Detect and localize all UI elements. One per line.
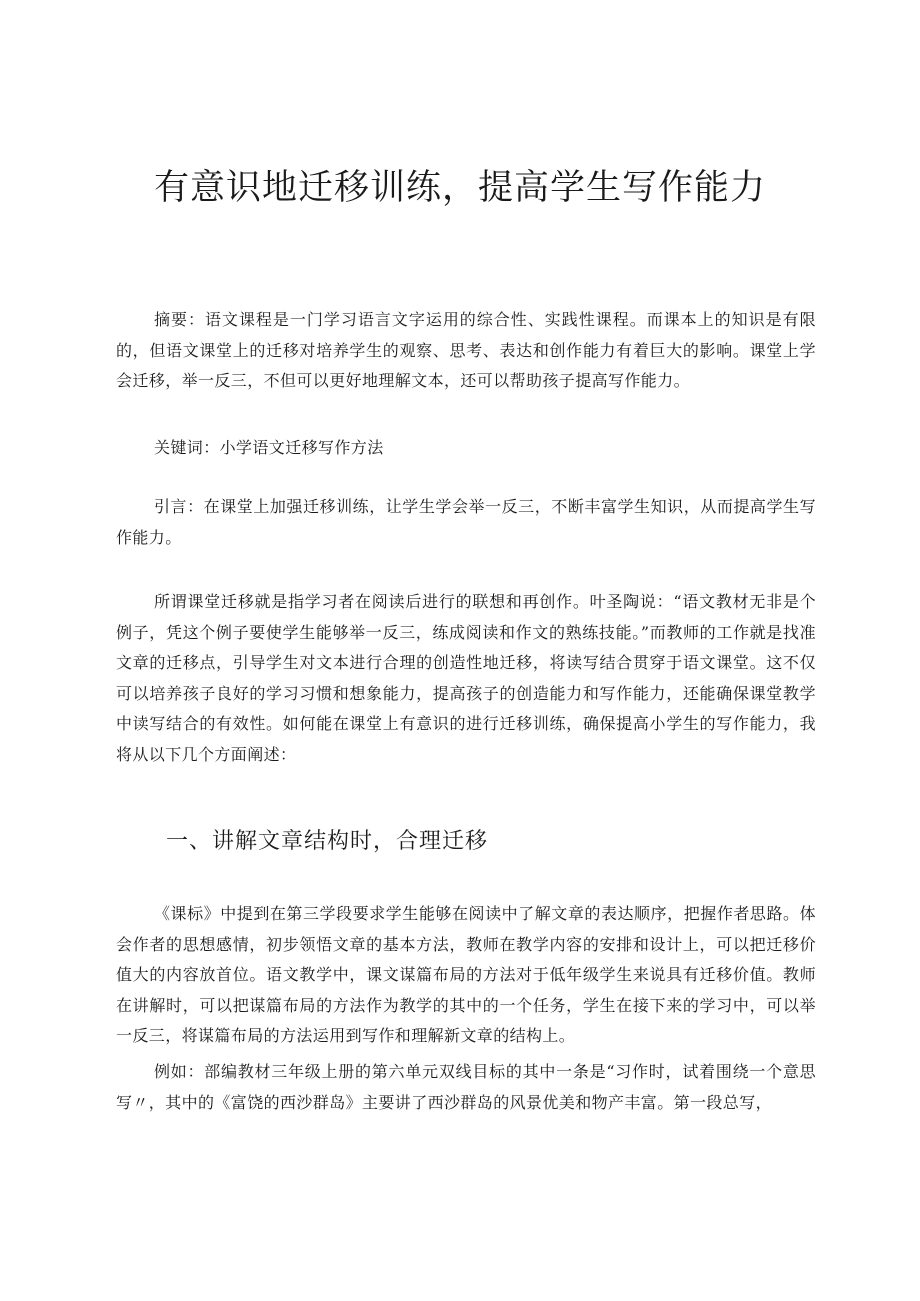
section-paragraph-example: 例如：部编教材三年级上册的第六单元双线目标的其中一条是“习作时，试着围绕一个意思写〃，其中的《富饶的西沙群岛》主要讲了西沙群岛的风景优美和物产丰富。第一段总写， bbox=[116, 1062, 816, 1112]
keywords-paragraph: 关键词：小学语文迁移写作方法 bbox=[154, 438, 384, 457]
body-paragraph: 所谓课堂迁移就是指学习者在阅读后进行的联想和再创作。叶圣陶说：“语文教材无非是个例子，凭这个例子要使学生能够举一反三，练成阅读和作文的熟练技能。”而教师的工作就是找准文章的迁移点，引导学生对文本进行合理的创造性地迁移，将读写结合贯穿于语文课堂。这不仅可以培养孩子良好的学习习惯和想象能力，提高孩子的创造能力和写作能力，还能确保课堂教学中读写结合的有效性。如何能在课堂上有意识的进行迁移训练，确保提高小学生的写作能力，我将从以下几个方面阐述： bbox=[116, 592, 816, 764]
section-paragraph: 《课标》中提到在第三学段要求学生能够在阅读中了解文章的表达顺序，把握作者思路。体会作者的思想感情，初步领悟文章的基本方法，教师在教学内容的安排和设计上，可以把迁移价值大的内容放首位。语文教学中，课文谋篇布局的方法对于低年级学生来说具有迁移价值。教师在讲解时，可以把谋篇布局的方法作为教学的其中的一个任务，学生在接下来的学习中，可以举一反三，将谋篇布局的方法运用到写作和理解新文章的结构上。 bbox=[116, 904, 816, 1045]
introduction-paragraph: 引言：在课堂上加强迁移训练，让学生学会举一反三，不断丰富学生知识，从而提高学生写作能力。 bbox=[116, 497, 816, 547]
document-title: 有意识地迁移训练，提高学生写作能力 bbox=[153, 168, 766, 208]
abstract-paragraph: 摘要：语文课程是一门学习语言文字运用的综合性、实践性课程。而课本上的知识是有限的，但语文课堂上的迁移对培养学生的观察、思考、表达和创作能力有着巨大的影响。课堂上学会迁移，举一反三，不但可以更好地理解文本，还可以帮助孩子提高写作能力。 bbox=[116, 310, 816, 390]
section-heading: 一、讲解文章结构时，合理迁移 bbox=[166, 829, 489, 854]
